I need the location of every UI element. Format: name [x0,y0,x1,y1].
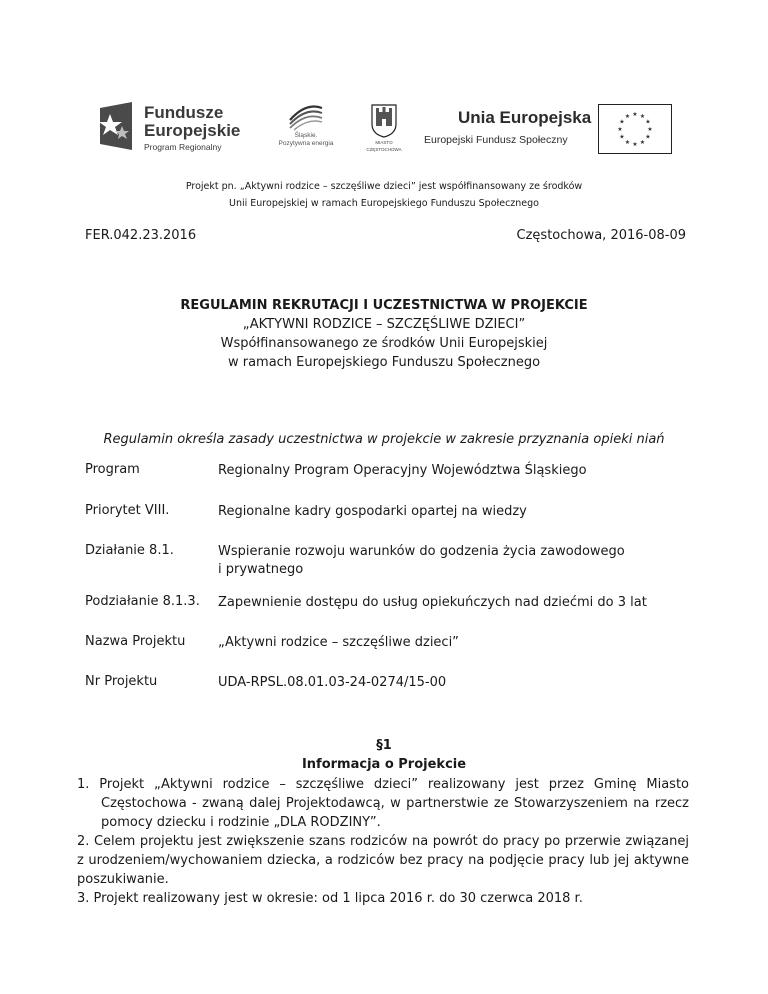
detail-value-project-number: UDA-RPSL.08.01.03-24-0274/15-00 [218,675,447,690]
slaskie-logo-line2: Pozytywna energia [278,140,334,147]
section-title: Informacja o Projekcie [301,757,467,772]
svg-text:★: ★ [632,111,638,118]
svg-text:★: ★ [645,133,651,141]
detail-label-subaction: Podziałanie 8.1.3. [85,594,200,609]
fe-logo-line2: Europejskie [144,121,241,140]
section-body [77,775,689,908]
slaskie-wave-icon [286,98,326,132]
detail-value-priority: Regionalne kadry gospodarki opartej na wiedzy [218,504,527,519]
detail-value-subaction: Zapewnienie dostępu do usług opiekuńczych nad dziećmi do 3 lat [218,595,647,610]
cofunding-note [0,178,768,212]
detail-value-program: Regionalny Program Operacyjny Województwa Śląskiego [218,463,587,478]
cofunding-line2: Unii Europejskiej w ramach Europejskiego Funduszu Społecznego [229,198,539,209]
svg-text:★: ★ [632,141,638,148]
svg-text:★: ★ [624,139,631,146]
czestochowa-logo [362,104,406,152]
svg-text:★: ★ [639,139,646,146]
section-number: §1 [376,738,392,753]
section-paragraph-2: 2. Celem projektu jest zwiększenie szans rodziców na powrót do pracy po przerwie związanej z urodzeniem/wychowaniem dziecka, a rodziców bez pracy na podjęcie pracy lub jej aktywne poszukiwanie. [77,834,689,887]
slaskie-logo-line1: Śląskie. [294,132,318,139]
czestochowa-crest-icon [371,104,397,138]
fe-logo-line1: Fundusze [144,103,224,122]
svg-text:★: ★ [645,118,651,126]
unia-europejska-logo [424,108,591,146]
ue-logo-subtitle: Europejski Fundusz Społeczny [424,134,568,146]
document-title [0,296,768,372]
detail-label-project-number: Nr Projektu [85,674,158,689]
czestochowa-logo-line2: CZĘSTOCHOWA [366,147,402,152]
title-line4: w ramach Europejskiego Funduszu Społecznego [227,355,541,370]
detail-value-action [218,543,688,579]
ue-logo-title: Unia Europejska [458,108,592,127]
svg-text:★: ★ [619,118,625,126]
svg-text:★: ★ [624,113,631,120]
svg-text:★: ★ [639,113,646,120]
section-paragraph-1: 1. Projekt „Aktywni rodzice – szczęśliwe dzieci” realizowany jest przez Gminę Miasto Częstochowa - zwaną dalej Projektodawcą, w partnerstwie ze Stowarzyszeniem na rzecz pomocy dziecku i rodzinie „DLA RODZINY”. [77,777,689,830]
detail-value-action-line1: Wspieranie rozwoju warunków do godzenia życia zawodowego [218,544,625,559]
detail-label-action: Działanie 8.1. [85,543,174,558]
logo-bar [96,98,674,160]
reference-number: FER.042.23.2016 [85,228,197,243]
section-paragraph-3: 3. Projekt realizowany jest w okresie: od 1 lipca 2016 r. do 30 czerwca 2018 r. [77,891,583,906]
title-line1: REGULAMIN REKRUTACJI I UCZESTNICTWA W PROJEKCIE [180,298,588,313]
detail-label-program: Program [85,462,140,477]
detail-value-project-name: „Aktywni rodzice – szczęśliwe dzieci” [218,635,459,650]
intro-sentence: Regulamin określa zasady uczestnictwa w projekcie w zakresie przyznania opieki niań [103,432,665,447]
eu-flag-icon [598,104,672,154]
cofunding-line1: Projekt pn. „Aktywni rodzice – szczęśliwe dzieci” jest współfinansowany ze środków [185,181,583,192]
detail-label-project-name: Nazwa Projektu [85,634,186,649]
title-line3: Współfinansowanego ze środków Unii Europejskiej [220,336,548,351]
svg-text:★: ★ [647,126,653,133]
svg-text:★: ★ [617,126,623,133]
czestochowa-logo-line1: MIASTO [375,140,393,145]
detail-value-action-line2: i prywatnego [218,562,304,577]
fe-logo-line3: Program Regionalny [144,142,222,152]
fundusze-europejskie-star-icon [96,100,136,152]
slaskie-logo [272,98,340,148]
place-and-date: Częstochowa, 2016-08-09 [516,228,686,243]
title-line2: „AKTYWNI RODZICE – SZCZĘŚLIWE DZIECI” [242,317,526,332]
detail-label-priority: Priorytet VIII. [85,503,170,518]
svg-text:★: ★ [619,133,625,141]
